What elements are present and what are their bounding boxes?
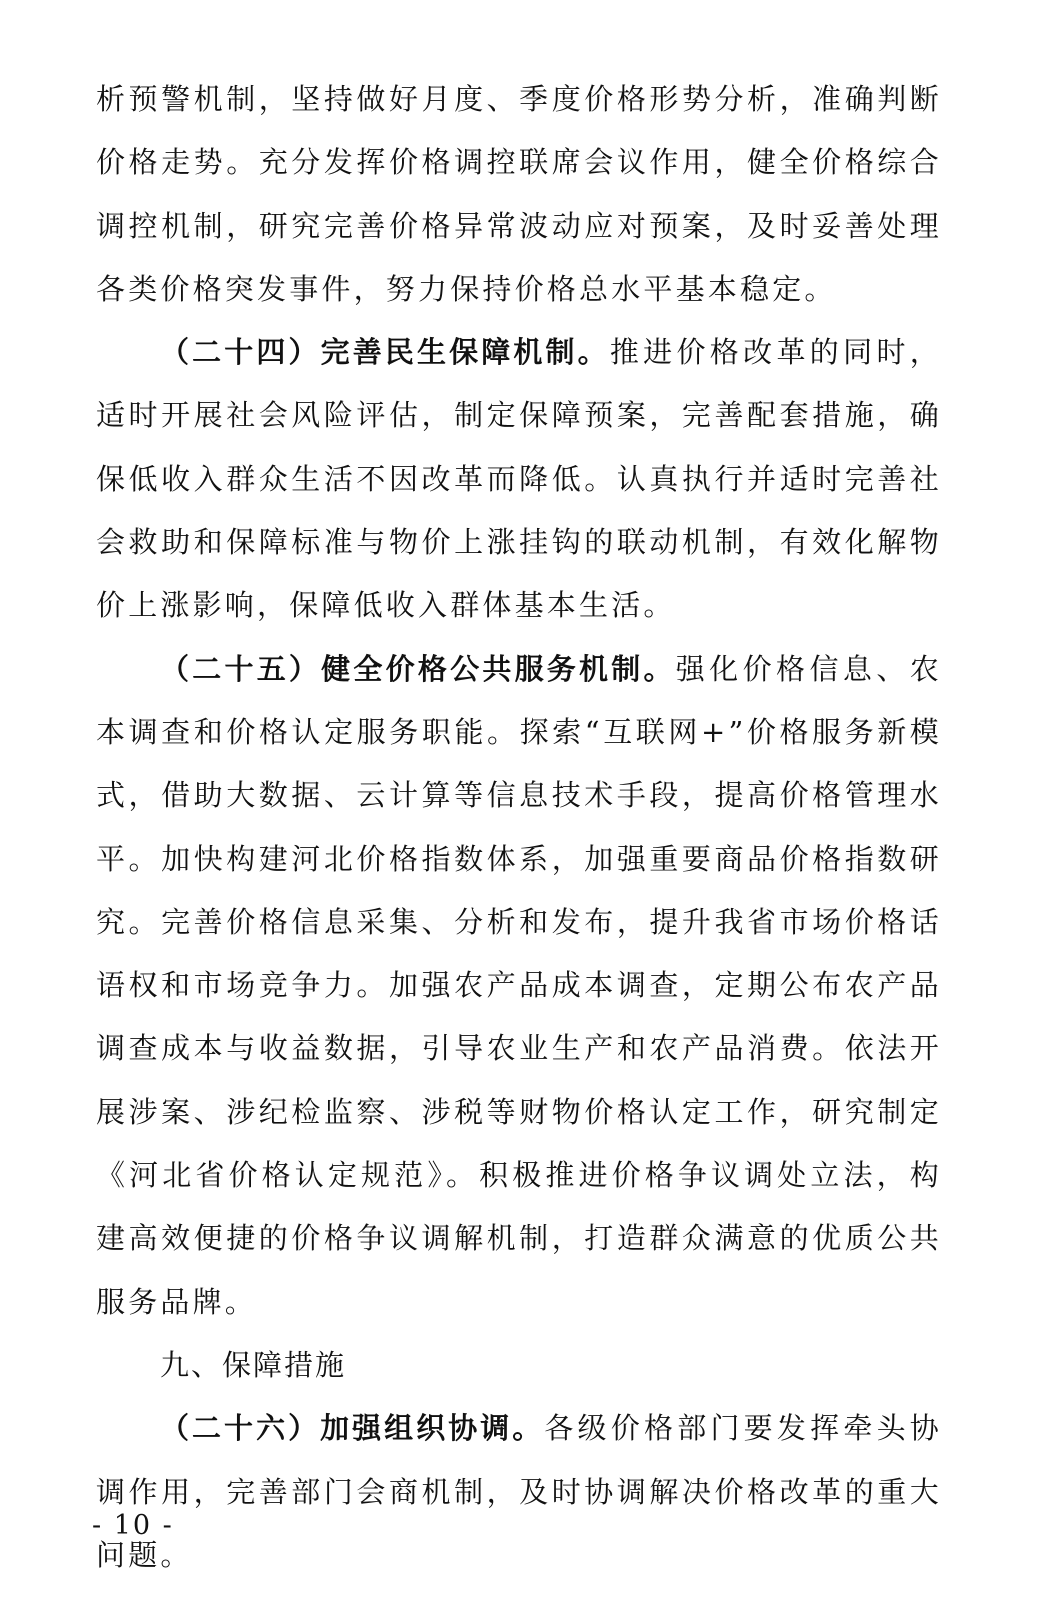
paragraph-lead-26: （二十六）加强组织协调。 — [160, 1411, 545, 1446]
section-heading: 九、保障措施 — [160, 1347, 347, 1382]
paragraph-24 — [96, 321, 942, 637]
paragraph-25 — [96, 638, 942, 1334]
paragraph-continued — [96, 68, 942, 321]
paragraph-text: 析预警机制，坚持做好月度、季度价格形势分析，准确判断价格走势。充分发挥价格调控联席会议作用，健全价格综合调控机制，研究完善价格异常波动应对预案，及时妥善处理各类价格突发事件，努力保持价格总水平基本稳定。 — [96, 82, 942, 306]
paragraph-26 — [96, 1397, 942, 1587]
paragraph-lead-25: （二十五）健全价格公共服务机制。 — [160, 651, 676, 686]
paragraph-text: 推进价格改革的同时，适时开展社会风险评估，制定保障预案，完善配套措施，确保低收入群众生活不因改革而降低。认真执行并适时完善社会救助和保障标准与物价上涨挂钩的联动机制，有效化解物价上涨影响，保障低收入群体基本生活。 — [96, 335, 942, 623]
page-number: - 10 - — [92, 1510, 174, 1541]
paragraph-text: 强化价格信息、农本调查和价格认定服务职能。探索“互联网+”价格服务新模式，借助大数据、云计算等信息技术手段，提高价格管理水平。加快构建河北价格指数体系，加强重要商品价格指数研究。完善价格信息采集、分析和发布，提升我省市场价格话语权和市场竞争力。加强农产品成本调查，定期公布农产品调查成本与收益数据，引导农业生产和农产品消费。依法开展涉案、涉纪检监察、涉税等财物价格认定工作，研究制定《河北省价格认定规范》。积极推进价格争议调处立法，构建高效便捷的价格争议调解机制，打造群众满意的优质公共服务品牌。 — [96, 651, 942, 1319]
paragraph-lead-24: （二十四）完善民生保障机制。 — [160, 335, 610, 370]
document-page — [96, 68, 942, 1587]
paragraph-text: 各级价格部门要发挥牵头协调作用，完善部门会商机制，及时协调解决价格改革的重大问题。 — [96, 1411, 942, 1572]
